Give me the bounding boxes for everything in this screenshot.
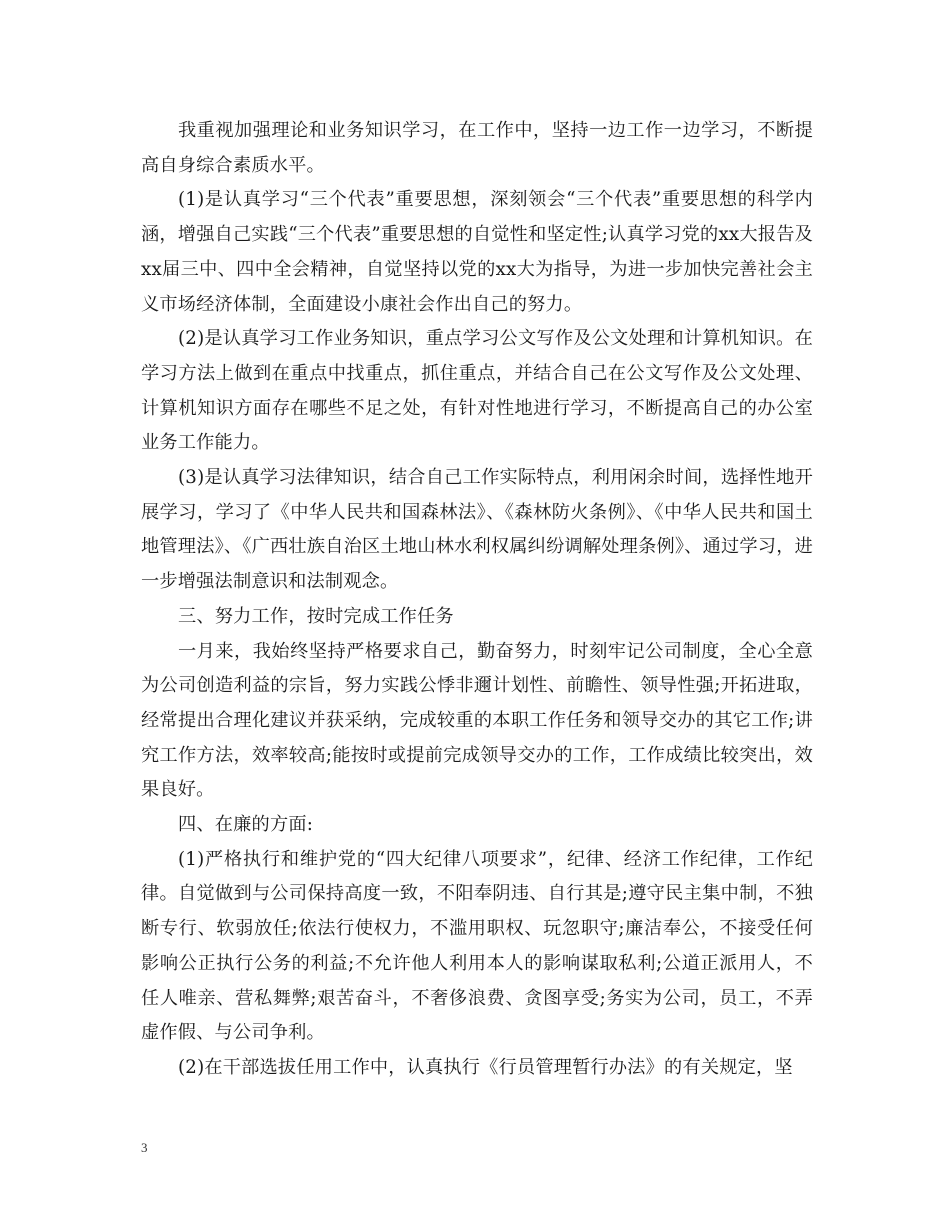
document-body — [141, 114, 813, 1086]
paragraph-study-1: (1)是认真学习“三个代表”重要思想，深刻领会“三个代表”重要思想的科学内涵，增强自己实践“三个代表”重要思想的自觉性和坚定性;认真学习党的xx大报告及xx届三中、四中全会精神，自觉坚持以党的xx大为指导，为进一步加快完善社会主义市场经济体制，全面建设小康社会作出自己的努力。 — [141, 189, 813, 315]
page-number: 3 — [141, 1140, 148, 1155]
paragraph-study-3: (3)是认真学习法律知识，结合自己工作实际特点，利用闲余时间，选择性地开展学习，学习了《中华人民共和国森林法》、《森林防火条例》、《中华人民共和国土地管理法》、《广西壮族自治区土地山林水利权属纠纷调解处理条例》、通过学习，进一步增强法制意识和法制观念。 — [141, 467, 813, 593]
paragraph-integrity-2: (2)在干部选拔任用工作中，认真执行《行员管理暂行办法》的有关规定，坚 — [178, 1056, 793, 1078]
section-heading-integrity: 四、在廉的方面: — [178, 814, 314, 836]
paragraph-work: 一月来，我始终坚持严格要求自己，勤奋努力，时刻牢记公司制度，全心全意为公司创造利益的宗旨，努力实践公悸非邇计划性、前瞻性、领导性强;开拓进取，经常提出合理化建议并获采纳，完成较重的本职工作任务和领导交办的其它工作;讲究工作方法，效率较高;能按时或提前完成领导交办的工作，工作成绩比较突出，效果良好。 — [141, 640, 813, 801]
paragraph-study-intro: 我重视加强理论和业务知识学习，在工作中，坚持一边工作一边学习，不断提高自身综合素质水平。 — [141, 120, 813, 176]
paragraph-study-2: (2)是认真学习工作业务知识，重点学习公文写作及公文处理和计算机知识。在学习方法上做到在重点中找重点，抓住重点，并结合自己在公文写作及公文处理、计算机知识方面存在哪些不足之处，有针对性地进行学习，不断提高自己的办公室业务工作能力。 — [141, 328, 813, 454]
section-heading-work: 三、努力工作，按时完成工作任务 — [178, 605, 454, 627]
paragraph-integrity-1: (1)严格执行和维护党的“四大纪律八项要求”，纪律、经济工作纪律，工作纪律。自觉做到与公司保持高度一致，不阳奉阴违、自行其是;遵守民主集中制，不独断专行、软弱放任;依法行使权力，不滥用职权、玩忽职守;廉洁奉公，不接受任何影响公正执行公务的利益;不允许他人利用本人的影响谋取私利;公道正派用人，不任人唯亲、营私舞弊;艰苦奋斗，不奢侈浪费、贪图享受;务实为公司，员工，不弄虚作假、与公司争利。 — [141, 848, 813, 1044]
